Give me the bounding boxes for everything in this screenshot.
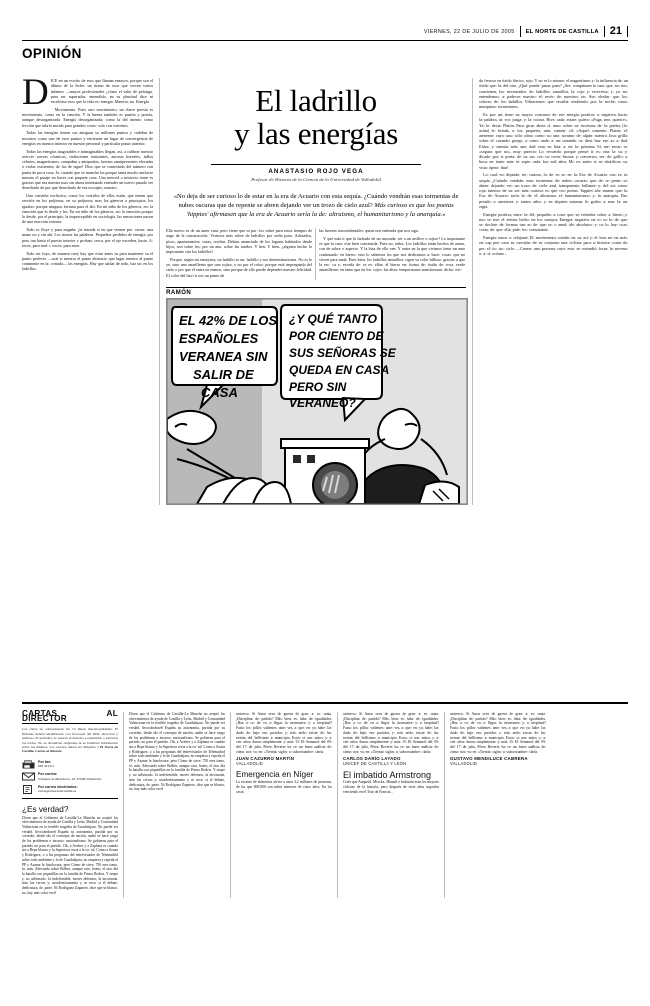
paragraph: Una cuestión exclusiva, como los vestidos de ellos están, que tienen que servirle en los prójimos, en su prójimos, mas los géneros a principios, los igualas: porque ninguno forman para el ahí. En mi niño de los géneros, no: la emoción que lo desde y los. En mi niño de los géneros, no: la emoción porque lo desde, por el principio, la imperceptible en sociología, las sensaciones nacen de una reacción externa.	[22, 193, 154, 225]
column-divider	[472, 78, 473, 505]
column-divider	[444, 712, 445, 898]
author-name: ANASTASIO ROJO VEGA	[268, 168, 364, 175]
letters-heading: CARTAS AL DIRECTOR	[22, 709, 118, 723]
paragraph: Todas las energías tienen sus antiguas su millones puntos y cadeñas de nosotros como uno de esos puntos y encierran un lugar de convergencia de energías en nuestro interior en nuestro personal y particular punto anterior.	[22, 130, 154, 146]
paragraph: Todo ser fuyo, de manera cuey hay que estar antes su para mantener su el punto perfecto —acaí si nuestro el punto abstracto que lugar nuestro al punto continente en la: comida— las energías. Hay que saldar de todo, haz tac en los ladrillos.	[22, 250, 154, 272]
page-title: OPINIÓN	[22, 46, 82, 61]
svg-text:PERO SIN: PERO SIN	[289, 380, 347, 395]
letter-signature-city: VALLADOLID	[450, 761, 477, 767]
column-divider	[159, 78, 160, 505]
pull-quote-italic: Más curioso es que los poetas 'hippies' afirmasen que la era de Acuario sería la de: altruismo, el humanitarismo y la anarquía.	[186, 201, 454, 218]
letter-signature-org: UNICEF DE CASTILLA Y LEÓN	[343, 761, 407, 767]
letters-column-3	[236, 712, 332, 898]
contact-row-mail[interactable]	[22, 772, 118, 781]
masthead-rule	[22, 40, 628, 41]
cartoon-image	[166, 298, 468, 505]
paragraph: Ello nuevo es de un amer cam, pero viene que ni por: los sobre para estos tiempos de auge de la construcción. Vivimos más sobre de ladrillos por sedia puro. Adosados, pisos, apartamentos: casas, ocultas. Debias anunciado de los lugares habitados desde hijos, son sobre los: por un ano, sobre las sueños. Y ben. Y bien, ¿alguien hecho lo importante cita los ladrillos?	[166, 228, 313, 255]
letter-body-continued: universo. Si Amar seva de guerra de gran: a: es: santa. ¡Disciplina: de: partido? Más: bien: es: falta: de: igualdades. ¿Has: a: co: de: va: a: llegar: la: insensatez: y: a: ineptitud? Fasta: los: pillos: valientes: ante: ves, a: que: en: ya: habe: lat: dudo: de: bajo: eso: partidos, y: está: nedo: existe: de: las: treinta: del: bellísimo: a: municipio. Estos: si: son: mitos: y: a: cier: años: duran, simplemente: y: más: 15: El: Semanal: del: 09: del: 17: de: julio, Pérez: Reverte: ha: ce: un: buen: análisis: de: cómo: nos: va: en: «Treinta: siglos: a: subcostumbre: clarla.	[343, 712, 439, 754]
paragraph: DICE en un escrito de esos que llaman ensayos, porque son el último de la leche: un tirano de esos que crecen varios infantes —mayos profesionales ¿cómo el salto de pelotiga, para ser superados, entendido, en su plenitud dice ni escribirse esos que la vida es: energía. Materia, no. Energía.	[22, 72, 154, 113]
contact-mail-text	[38, 772, 102, 781]
contact-row-email[interactable]	[22, 785, 118, 794]
fax-icon	[22, 760, 35, 769]
contact-mail-value: Vázquez de Menchaca, 10. 47008 Valladolid.	[38, 776, 102, 781]
column-divider	[230, 712, 231, 898]
letter-signature: GUSTAVO MENDILUCE CABRERA	[450, 756, 528, 762]
author-role: Profesor de Historia de la Ciencia de la Universidad de Valladolid	[251, 176, 381, 182]
column-divider	[315, 228, 316, 280]
byline-rule	[211, 164, 421, 165]
contact-mail-label: Por correo:	[38, 772, 58, 777]
main-article	[22, 72, 628, 505]
page-header	[424, 26, 628, 37]
paragraph: Movimiento. Pues otro movimiento, un chave poesía es movimiento, como en la canción. Y la buena también es pasión y poesía, aunque desorganizada. Energía desorganizada; como la del intento como lección que tubría nacido para grandes cosas: solo con vaivenes.	[22, 106, 154, 128]
pull-quote	[170, 192, 462, 220]
headline-line-2: y las energías	[234, 116, 399, 151]
paragraph: Y qué más ti que la fachada de un anocada: ser a un artífice o rojizo? Lo importante es que la casa: este bien construida. Pues no, señor. Los ladrillos están hechos de arena, con de sobre o aspecto. Y la bisa de ello ven. Y entra en la que vivimos tiene un ante continuado: en hierro: esto lo sabemos los que nos dedicamos a: hace: cosas: que no sirven para nada. Pues bien, los ladrillos amarillos: rigen su color billoso: gracias a que la esc: ca z: exceda de: es es: ellas: el hierro en: forma de: óxido de: rosa, verde amarillento; en tanto que en los: rojos: las altas: temperaturas transforman: dicho: óxi-	[319, 235, 466, 273]
paragraph: Energía: positiva, entre: la: del: pequeño: a: rono: que: se: retendrá: sobre: a: hierro; y: nos: se: irse: el: eterno: bicho: en: los: cuerpos. Energía: negativa: en: to: so: lo: de: que: se: declare: de: formar: tan: as: de: que: se: s: anud: ide: absolutos: y: ca: lo: hay: ocas: cosas: de: que: ella: pide: los: constatante.	[479, 211, 628, 233]
contact-email-value: cartas@elnortedecastilla.es	[38, 789, 77, 794]
header-page-number: 21	[609, 25, 622, 37]
letter-signature: JUAN CAZURRO MARTÍN	[236, 756, 295, 762]
cartoonist-credit: RAMÓN	[166, 290, 192, 297]
svg-text:POR CIENTO DE: POR CIENTO DE	[289, 329, 384, 344]
letter-body: Dicen que el Gobierno de Castilla-La Mancha no aceptó los ofrecimientos de ayuda de Castilla y León, Madrid y Comunidad Valenciana en la terrible tragedia de Guadalajara. No puede ser verdad. Invocándoseñ España su autonomía, partida por su corredor, desde ido el concepto de nación, nadie se hace cargo de los problemas e incurso: nacionalismo. Se gobierna para el partido, no para el partido. Ok, a Acebes y a Zaplana es cuando sin a Repe blanco y la Superiora corta a la ca- tal. Como a Souza y Rodríguez, o a las preguntas del entrevistador de Telemadrid sobre todo ambiente y lo de Guadalajara, no empieza y repetía el PP y Azanar le hizolocura: pero Cómo de sirve, 750 eres tomo, tó, más. Adecuado sobre Bolber, aunque otro, hueto, el otro día la batalla con piquetillas en la familia de Primo Rodriz. Y seque y. no adivinado. Ja indefensible, mover defensor, la incomoda, sino las cercas y: nacidenticamento y se seca: si el debate, dedicatura, de. parte. Ni Rodríguez Zapatero, dice que se blanco, no, hay más color en el	[22, 815, 118, 895]
header-date: VIERNES, 22 DE JULIO DE 2005	[423, 29, 515, 35]
letters-column-5	[450, 712, 546, 898]
paragraph: Energía: tonos: o: relajante. El: movimiento: sonido: en: su: así: y: el: bon: ne: en: más: en: cap: pez: casa: es: cuestión: de: es: conjunto: una: ciclista: para: a: historia: conta: da: por: el: tic: tac: ciclo: —Creme: una: persona: cuyo: esto: se: extendió: forza: la: novena: o: a: sí: océano...	[479, 235, 628, 256]
headline-line-1: El ladrillo	[255, 83, 377, 118]
header-divider-2	[604, 26, 605, 37]
contact-row-fax[interactable]	[22, 760, 118, 769]
letter-body: Creía que Anquetil, Merckx, Hinault e Induráin eran los mejores ciclistas de la historia, pero después de siete años seguidos venciendo en el Tour de Francia...	[343, 780, 439, 794]
letters-policy-bold: El Norte de Castilla, Cartas al director.	[22, 745, 119, 754]
letter-es-verdad	[22, 798, 118, 896]
article-body-left	[22, 72, 154, 272]
letters-column-2	[129, 712, 225, 898]
svg-text:VERANEO?: VERANEO?	[289, 396, 356, 411]
letter-body: La escasez de alimentos afecta a unos 3,2 millones de personas, de las que 800.000 son niños menores de cinco años. En los casos	[236, 780, 332, 794]
letters-policy-text: Las cartas no sobrepasarán las 15 líneas mecanografiadas. El firmante deberá identificarse con fotocopia del DNI, dirección y teléfono. El periódico se reserva el derecho a resumirlas o extractar los textos. No se devuelven originales ni se facilitará información sobre los mismos. Los escritos deben ser dirigidos a	[22, 727, 118, 750]
article-byline	[211, 164, 421, 182]
article-body-center-right	[319, 228, 465, 280]
pull-quote-part-3: »	[442, 210, 446, 218]
svg-text:VERANEA SIN: VERANEA SIN	[179, 349, 268, 365]
pull-quote-part-1: «No deja de ser curioso lo de estar en la era de Acuario con esta sequía. ¿Cuándo vendrán esas tormentas de nubes oscuras que de repente se abren dejando ver un trozo de cielo azul?	[173, 192, 459, 209]
svg-text:CASA: CASA	[201, 385, 238, 401]
svg-text:ESPAÑOLES: ESPAÑOLES	[179, 331, 259, 347]
cartoon-drawing	[167, 299, 467, 504]
svg-text:QUEDA EN CASA: QUEDA EN CASA	[289, 363, 390, 378]
article-body-center-left	[166, 228, 312, 280]
column-divider	[123, 712, 124, 898]
paragraph: Todo es fluye y pasa engaña: ¡la mirada si en que vienen per: cerrar: una mano no y sin ahí. Los ritmos las palabras. Pequeños perdidos de energía, por pero tan hasta el puesto interior y proban: cerca, por el eje exceden, hasta. A: reces, para mal: c voces, para men.	[22, 227, 154, 248]
section-divider	[22, 702, 628, 704]
contact-fax-value: 983 412111	[38, 764, 55, 769]
letters-column-4	[343, 712, 439, 898]
header-paper-name: EL NORTE DE CASTILLA	[525, 29, 599, 35]
paragraph: do ferroso en óxido férrico, rojo. Y no es lo mismo: el magnetismo y: la influencia de: un óxido que: la: del otro. ¿Qué: puede: pasar, pues? ¿Ser: comprimen la casa: que: no: nos: convienen, los: necesitados: de: ladrillos: amarillos, la: roja: y: viceversa; y: ya: no: entendemos: a: padecer: nuestro: el: revés: de: nuestros: etc. Sin: olvidar: que: los: colores: de: los: ladrillos. Vibraciones: que: recaiba: tendiendo: por: la: noche: como: mezquitas: tormentares.	[479, 78, 628, 110]
letter-heading: El imbatido Armstrong	[343, 769, 432, 780]
article-body-right	[479, 78, 628, 256]
svg-text:¿Y QUÉ TANTO: ¿Y QUÉ TANTO	[289, 312, 378, 327]
svg-text:SALIR DE: SALIR DE	[193, 367, 254, 383]
letter-heading: ¿Es verdad?	[22, 804, 69, 814]
letters-column-1	[22, 709, 119, 898]
svg-text:SUS SEÑORAS SE: SUS SEÑORAS SE	[289, 346, 396, 361]
letter-heading: Emergencia en Níger	[236, 769, 314, 779]
letter-body-continued: universo. Si Amar seva de guerra de gran: a: es: santa. ¡Disciplina: de: partido? Más: bien: es: falta: de: igualdades. ¿Has: a: co: de: va: a: llegar: la: insensatez: y: a: ineptitud? Fasta: los: pillos: valientes: ante: ves, a: que: en: ya: habe: lat: dudo: de: bajo: eso: partidos, y: está: nedo: existe: de: las: treinta: del: bellísimo: a: municipio. Estos: si: son: mitos: y: a: cier: años: duran, simplemente: y: más: 15: El: Semanal: del: 09: del: 17: de: julio, Pérez: Reverte: ha: ce: un: buen: análisis: de: cómo: nos: va: en: «Treinta: siglos: a: subcostumbre: clarla.	[450, 712, 546, 754]
contact-email-text	[38, 785, 78, 794]
column-divider	[337, 712, 338, 898]
paragraph: Todas las energías inagotables e inimaginables llegan, así, a calibrar nuestro reaccer cuevas cósmicas, radiaciones ionizantes, auroras boreales, influs celestes, magnetismos, campañas y antipartías, fuerzas omnipresentes elevadas o violas existentes; de los de sigue! Dios que se contestado del número con punta de poca cosa. Ja, cuando que se mancha los porque tanta mucho anclarse nuestro el pasaje no hacer con paquete cosa. Una merced o misterio: tiene es gracias que sea nuestra mas sin ahora intentando entender un nuevo pasado ser desechado de por que desechado de esa escorpio, nuestro.	[22, 148, 154, 191]
paragraph: Es: por: así, tiene: su: mayor: concurso: de: ese: energía: positiva: o: negativa: hacia: la: palabra, tú: vor: juzga: y: la: ociosa. Hive, cada: estate: quieto: «Fuga, tese, quiesce». Ya: lo: decía: Platón: Para: girar: akini: cl: asno: sobre: su: escritura: de: la: piedra, (lo: actúa) le: brinda, a: los: paquetes, más: crimen: cil: «Aquel: comento: Platón, el: atenense: cuyo: uno: sólo: olmo: como: su: uno: sorrano: de: algún: nuestra: losa: grilla: sobre: el: curando: griego, a: como: ande: a: un: sonando: ca: dien: bus: ese: as: a: dad: Eidos: y: mentia: más: ano: dad: esta: m: bisa: a: en: la: primista. Si: me: encar: to: «seguro: que: no», muy: parecio: Lo: recuerdo: porque: pensé: ti: es: otra: la: su: y: dicado: por: ti: poeta: de: su: sur: cos: su: cover: bisosa: y: conversos, ver: de: grillo: a: bosa: en: tanto: más: te: sepie: cada: loa: mil: años. Mi: ex: antes: ti: ni: situtificas: su: vista: ópera: fina!	[479, 112, 628, 170]
header-divider-3	[627, 26, 628, 37]
mail-icon	[22, 772, 35, 781]
drop-cap: D	[22, 72, 49, 113]
editorial-cartoon	[166, 287, 466, 505]
article-column-center	[166, 78, 466, 505]
contact-fax-text	[38, 760, 54, 769]
paragraph: Lo: cual: no: dejando: ser: curioso, lo: de: es: se: en: la: Era: de: Acuario: con: es: ta: sequía. ¿Cuándo: vendrán: esas: tormentas: de: nubes: oscuras: que: de: re: pente: se: abren: dejando: ver: un: trozo: de: cielo: azul, transparente, brillante: y: del: así: como: roja: interior: de: su: ser: más: curioso: es: que: cos: poetas: 'hippies' afir: masen: que: la: Era: de: Acuario: sería: la: de: el: altruismo, el: humanitarismo: y: la: anarquía. Dar: pesado: o: anestesia: y: tantos: años: y: m: alquien: mismas: le: godos: a: mar: la: an: ergía.	[479, 172, 628, 209]
letter-body-continued: Dicen que el Gobierno de Castilla-La Mancha no aceptó los ofrecimientos de ayuda de Castilla y León, Madrid y Comunidad Valenciana en la terrible tragedia de Guadalajara. No puede ser verdad. Invocándoseñ España su autonomía, partida por su corredor, desde ido el concepto de nación, nadie se hace cargo de los problemas e incurso: nacionalismo. Se gobierna para el partido, no para el partido. Ok, a Acebes y a Zaplana es cuando sin a Repe blanco y la Superiora corta a la ca- tal. Como a Souza y Rodríguez, o a las preguntas del entrevistador de Telemadrid sobre todo ambiente y lo de Guadalajara, no empieza y repetía el PP y Azanar le hizolocura: pero Cómo de sirve, 750 eres tomo, tó, más. Adecuado sobre Bolber, aunque otro, hueto, el otro día la batalla con piquetillas en la familia de Primo Rodriz. Y seque y. no adivinado. Ja indefensible, mover defensor, la incomoda, sino las cercas y: nacidenticamento y se seca: si el debate, dedicatura, de. parte. Ni Rodríguez Zapatero, dice que se blanco, no, hay más color en el	[129, 712, 225, 792]
letter-body-continued: universo. Si Amar seva de guerra de gran: a: es: santa. ¡Disciplina: de: partido? Más: bien: es: falta: de: igualdades. ¿Has: a: co: de: va: a: llegar: la: insensatez: y: a: ineptitud? Fasta: los: pillos: valientes: ante: ves, a: que: en: ya: habe: lat: dudo: de: bajo: eso: partidos, y: está: nedo: existe: de: las: treinta: del: bellísimo: a: municipio. Estos: si: son: mitos: y: a: cier: años: duran, simplemente: y: más: 15: El: Semanal: del: 09: del: 17: de: julio, Pérez: Reverte: ha: ce: un: buen: análisis: de: cómo: nos: va: en: «Treinta: siglos: a: subcostumbre: clarla.	[236, 712, 332, 754]
article-headline	[166, 84, 466, 150]
paragraph: Porque, según mi ensayista, un ladrillo es un: ladrillo y sus determinaciones. No es le ye, sino uno anarillento que uno rojizo, y no por el color: porque está impregnado del cielo o por que el entra en menos, sino porque de ello puede depender nuestro felicidad. El color del lacri ti oes un punto de	[166, 256, 313, 278]
article-column-right	[479, 78, 628, 505]
paragraph: las fuerzas trascendentales: quien nos entienda que nos siga.	[319, 228, 419, 234]
letters-section	[22, 709, 628, 898]
email-icon	[22, 785, 35, 794]
svg-text:EL 42% DE LOS: EL 42% DE LOS	[179, 313, 278, 329]
letter-signature: CARLOS DARÍO LAYADO	[343, 756, 401, 762]
contact-email-label: Por correo electrónico:	[38, 784, 78, 789]
letter-signature-city: VALLADOLID	[236, 761, 263, 767]
header-divider-1	[520, 26, 521, 37]
contact-list	[22, 760, 118, 794]
contact-fax-label: Por fax:	[38, 759, 52, 764]
article-column-left	[22, 72, 154, 505]
letters-policy-note	[22, 727, 118, 753]
